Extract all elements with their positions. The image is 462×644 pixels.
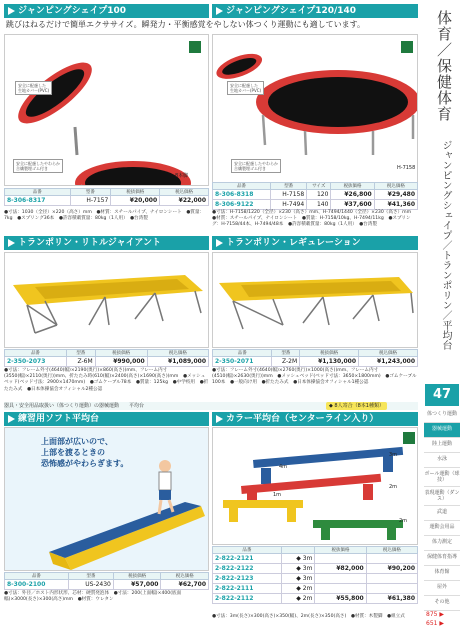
col-header: 品番 (213, 547, 282, 554)
table-row[interactable] (5, 580, 209, 590)
product-code[interactable]: 8-306-8317 (5, 196, 71, 206)
col-header: 税抜価格 (331, 183, 374, 190)
price-ex-tax: ¥37,600 (331, 200, 374, 210)
beam-size-label: 3m (389, 452, 398, 458)
model-number: H-7494 (271, 200, 307, 210)
rail-category: 体育／保健体育 (435, 10, 453, 122)
col-header: 型番 (272, 350, 300, 357)
spec-little-giant: ●寸法：フレーム外寸(4640(幅)×2190(奥行)×860(高さ))mm、フレーム内寸(3550(幅)×2110(奥行))mm、折たたみ時(610(幅)×2400(高さ)×1690(高さ))mm ●メッシュベッド(ベッド寸法：2900×1470mm) ●ゴムケーブル78本 ●質量：125kg ●中学校用 ●折たたみ式 ●日本体操協会オフィシャル2種公認 (4, 368, 209, 392)
rail-nav-item[interactable]: 武道 (424, 506, 460, 521)
product-code[interactable]: 8-306-8318 (213, 190, 271, 200)
callout-rubber-2: 安全に配慮したやわらか 合繊製埋ゴム付き (231, 159, 281, 173)
price-table-jumping120 (212, 182, 418, 210)
product-card-jumping100 (4, 34, 209, 186)
price-ex-tax: ¥1,130,000 (300, 357, 359, 367)
price-inc-tax: ¥1,089,000 (147, 357, 208, 367)
col-header: 品番 (5, 573, 69, 580)
page-number: 47 (425, 384, 459, 406)
length: ◆ 3m (281, 554, 315, 564)
section-soft-beam: 練習用ソフト平均台 (4, 412, 209, 426)
price-inc-tax: ¥29,480 (374, 190, 417, 200)
soft-beam-desc: 上面部が広いので、 上部を渡るときの 恐怖感がやわらぎます。 (41, 437, 129, 468)
certified-mark-icon-3 (403, 432, 415, 444)
length: ◆ 3m (281, 564, 315, 574)
col-header: 型番 (271, 183, 307, 190)
legs-label: 8本脚 (175, 173, 189, 179)
price-inc-tax (366, 554, 417, 564)
price-ex-tax: ¥990,000 (95, 357, 147, 367)
col-header: 税抜価格 (315, 547, 366, 554)
color-note-badge: ◆ 8人寄合（8本1種類） (326, 402, 387, 410)
col-header: 税込価格 (160, 189, 209, 196)
spec-regulation: ●寸法：フレーム外寸(4640(幅)×2760(奥行)×1000(高さ))mm、フレーム内寸(4510(幅)×2630(奥行))mm ●メッシュベッド(ベッド寸法：3650×1800mm) ●ゴムケーブル100本 ●一般向け用 ●折たたみ式 ●日本体操協会オフィシャル1種公認 (212, 368, 417, 386)
price-ex-tax: ¥57,000 (113, 580, 161, 590)
rail-nav-item[interactable]: その他 (424, 596, 460, 611)
price-ex-tax (315, 554, 366, 564)
table-row[interactable] (213, 554, 418, 564)
table-row[interactable] (213, 584, 418, 594)
rail-nav-item[interactable]: 表現運動（ダンス） (424, 487, 460, 506)
product-card-little-giant (4, 252, 209, 348)
price-table-soft-beam (4, 572, 209, 590)
section-color-beam: カラー平均台（センターライン入り） (212, 412, 418, 426)
col-header: 税抜価格 (111, 189, 160, 196)
product-card-jumping120 (212, 34, 418, 186)
price-ex-tax: ¥26,800 (331, 190, 374, 200)
price-ex-tax: ¥20,000 (111, 196, 160, 206)
length: ◆ 2m (281, 594, 315, 604)
table-row[interactable] (213, 200, 418, 210)
size: 120 (307, 190, 331, 200)
right-rail (422, 0, 462, 644)
col-header (281, 547, 315, 554)
model-number: Z-2M (272, 357, 300, 367)
table-row[interactable] (213, 594, 418, 604)
spec-jumping100: ●寸法：1030（全径）×220（高さ）mm ●材質：スチールパイプ、ナイロンシート ●質量：7kg ●スプリング36本 ●許容積載質量：80kg（1人用） ●台湾製 (4, 210, 205, 222)
product-code[interactable]: 2-822-2123 (213, 574, 282, 584)
price-ex-tax (315, 584, 366, 594)
product-code[interactable]: 2-822-2121 (213, 554, 282, 564)
rail-subcategory: ジャンピングシェイプ／トランポリン／平均台 (440, 140, 451, 350)
product-code[interactable]: 2-822-2111 (213, 584, 282, 594)
price-inc-tax (366, 584, 417, 594)
price-table-regulation (212, 349, 418, 367)
price-ex-tax: ¥55,800 (315, 594, 366, 604)
product-code[interactable]: 2-350-2073 (5, 357, 67, 367)
table-row[interactable] (213, 564, 418, 574)
certified-mark-icon (189, 41, 201, 53)
rail-nav-item[interactable]: 体力測定 (424, 536, 460, 551)
rail-nav-item[interactable]: 陸上運動 (424, 438, 460, 453)
color-beam-image (213, 428, 417, 544)
product-code[interactable]: 8-300-2100 (5, 580, 69, 590)
callout-cover-1: 安全に配慮した 生地カバー(PVC) (15, 81, 52, 95)
col-header: サイズ (307, 183, 331, 190)
product-card-color-beam (212, 427, 418, 545)
rail-nav-item[interactable]: 運動会用品 (424, 521, 460, 536)
section-little-giant: トランポリン・リトルジャイアント (4, 236, 209, 250)
product-card-regulation (212, 252, 418, 348)
rail-nav-item[interactable]: 水泳 (424, 453, 460, 468)
page-refs: 875 ▶ 651 ▶ (426, 611, 444, 627)
col-header: 税込価格 (147, 350, 208, 357)
rail-nav (424, 408, 460, 611)
length: ◆ 2m (281, 584, 315, 594)
price-inc-tax: ¥1,243,000 (359, 357, 418, 367)
length: ◆ 3m (281, 574, 315, 584)
table-row[interactable] (5, 196, 209, 206)
price-table-little-giant (4, 349, 209, 367)
price-table-color-beam (212, 546, 418, 604)
certified-mark-icon-2 (401, 41, 413, 53)
callout-cover-2: 安全に配慮した 生地カバー(PVC) (227, 81, 264, 95)
spec-soft-beam: ●寸法：外径／ホスト内形状形、芯材：硬質発泡体 ●寸法：200(上面幅)×400(底面幅)×3000(長さ)×300(高さ)mm ●材質：ウレタン (4, 591, 182, 603)
price-ex-tax (315, 574, 366, 584)
rail-nav-item[interactable]: 体つくり運動 (424, 408, 460, 423)
size: 140 (307, 200, 331, 210)
model-label: H-7158 (397, 165, 416, 171)
price-inc-tax: ¥62,700 (161, 580, 209, 590)
product-code[interactable]: 8-306-9122 (213, 200, 271, 210)
callout-rubber-1: 安全に配慮したやわらか 合繊製埋ゴム付き (13, 159, 63, 173)
spec-jumping120: ●寸法：H-7158/1220（全径）×230（高さ）mm、H-7494/1440（全径）×230（高さ）mm ●材質：スチールパイプ、ナイロンシート ●質量：H-7158/10kg、H-7494/11kg ●スプリング：H-7158/44本、H-7494/48本 ●許容積載質量：80kg（1人用） ●台湾製 (212, 210, 416, 228)
spec-color-beam: ●寸法：3m(長さ)×300(高さ)×350(幅)、2m(長さ)×350(高さ) ●材質：木製脚 ●組立式 (212, 614, 405, 619)
col-header: 税抜価格 (113, 573, 161, 580)
beam-size-label: 2m (399, 518, 408, 524)
table-row[interactable] (5, 357, 209, 367)
col-header: 税抜価格 (95, 350, 147, 357)
model-number: Z-6M (66, 357, 95, 367)
col-header: 品番 (5, 350, 67, 357)
price-inc-tax (366, 574, 417, 584)
table-row[interactable] (213, 357, 418, 367)
section-jumping120: ジャンピングシェイプ120/140 (212, 4, 418, 18)
col-header: 税抜価格 (300, 350, 359, 357)
rail-nav-item[interactable]: 体育館 (424, 566, 460, 581)
col-header: 税込価格 (161, 573, 209, 580)
trampoline-little-giant-image (5, 253, 208, 347)
product-code[interactable]: 2-350-2071 (213, 357, 272, 367)
price-table-jumping100 (4, 188, 209, 206)
col-header: 品番 (213, 350, 272, 357)
model-number: H-7158 (271, 190, 307, 200)
trampoline-regulation-image (213, 253, 417, 347)
col-header: 型番 (68, 573, 113, 580)
model-number: H-7157 (70, 196, 111, 206)
model-number: US-2430 (68, 580, 113, 590)
price-inc-tax: ¥90,200 (366, 564, 417, 574)
col-header: 税込価格 (359, 350, 418, 357)
section-jumping100: ジャンピングシェイプ100 (4, 4, 209, 18)
intro-text: 跳びはねるだけで簡単エクササイズ。瞬発力・平衡感覚をやしない体つくり運動にも適しています。 (6, 20, 365, 29)
col-header: 税込価格 (366, 547, 417, 554)
price-inc-tax: ¥61,380 (366, 594, 417, 604)
table-row[interactable] (213, 190, 418, 200)
product-card-soft-beam (4, 427, 209, 571)
price-inc-tax: ¥41,360 (374, 200, 417, 210)
table-row[interactable] (213, 574, 418, 584)
rail-nav-item-active[interactable]: 器械運動 (424, 423, 460, 438)
product-code[interactable]: 2-822-2112 (213, 594, 282, 604)
col-header: 品番 (5, 189, 71, 196)
product-code[interactable]: 2-822-2122 (213, 564, 282, 574)
beam-size-label: 2m (389, 484, 398, 490)
beam-size-label: 4m (279, 464, 288, 470)
section-regulation: トランポリン・レギュレーション (212, 236, 418, 250)
col-header: 型番 (70, 189, 111, 196)
rail-nav-item[interactable]: 屋外 (424, 581, 460, 596)
price-inc-tax: ¥22,000 (160, 196, 209, 206)
price-ex-tax: ¥82,000 (315, 564, 366, 574)
rail-nav-item[interactable]: ボール運動（球技） (424, 468, 460, 487)
col-header: 税込価格 (374, 183, 417, 190)
col-header: 品番 (213, 183, 271, 190)
rail-nav-item[interactable]: 保健体育指導 (424, 551, 460, 566)
category-strip: 器具・安全用品取扱い（体つくり運動）の器械運動 平均台 (4, 402, 418, 410)
beam-size-label: 1m (273, 492, 282, 498)
col-header: 型番 (66, 350, 95, 357)
